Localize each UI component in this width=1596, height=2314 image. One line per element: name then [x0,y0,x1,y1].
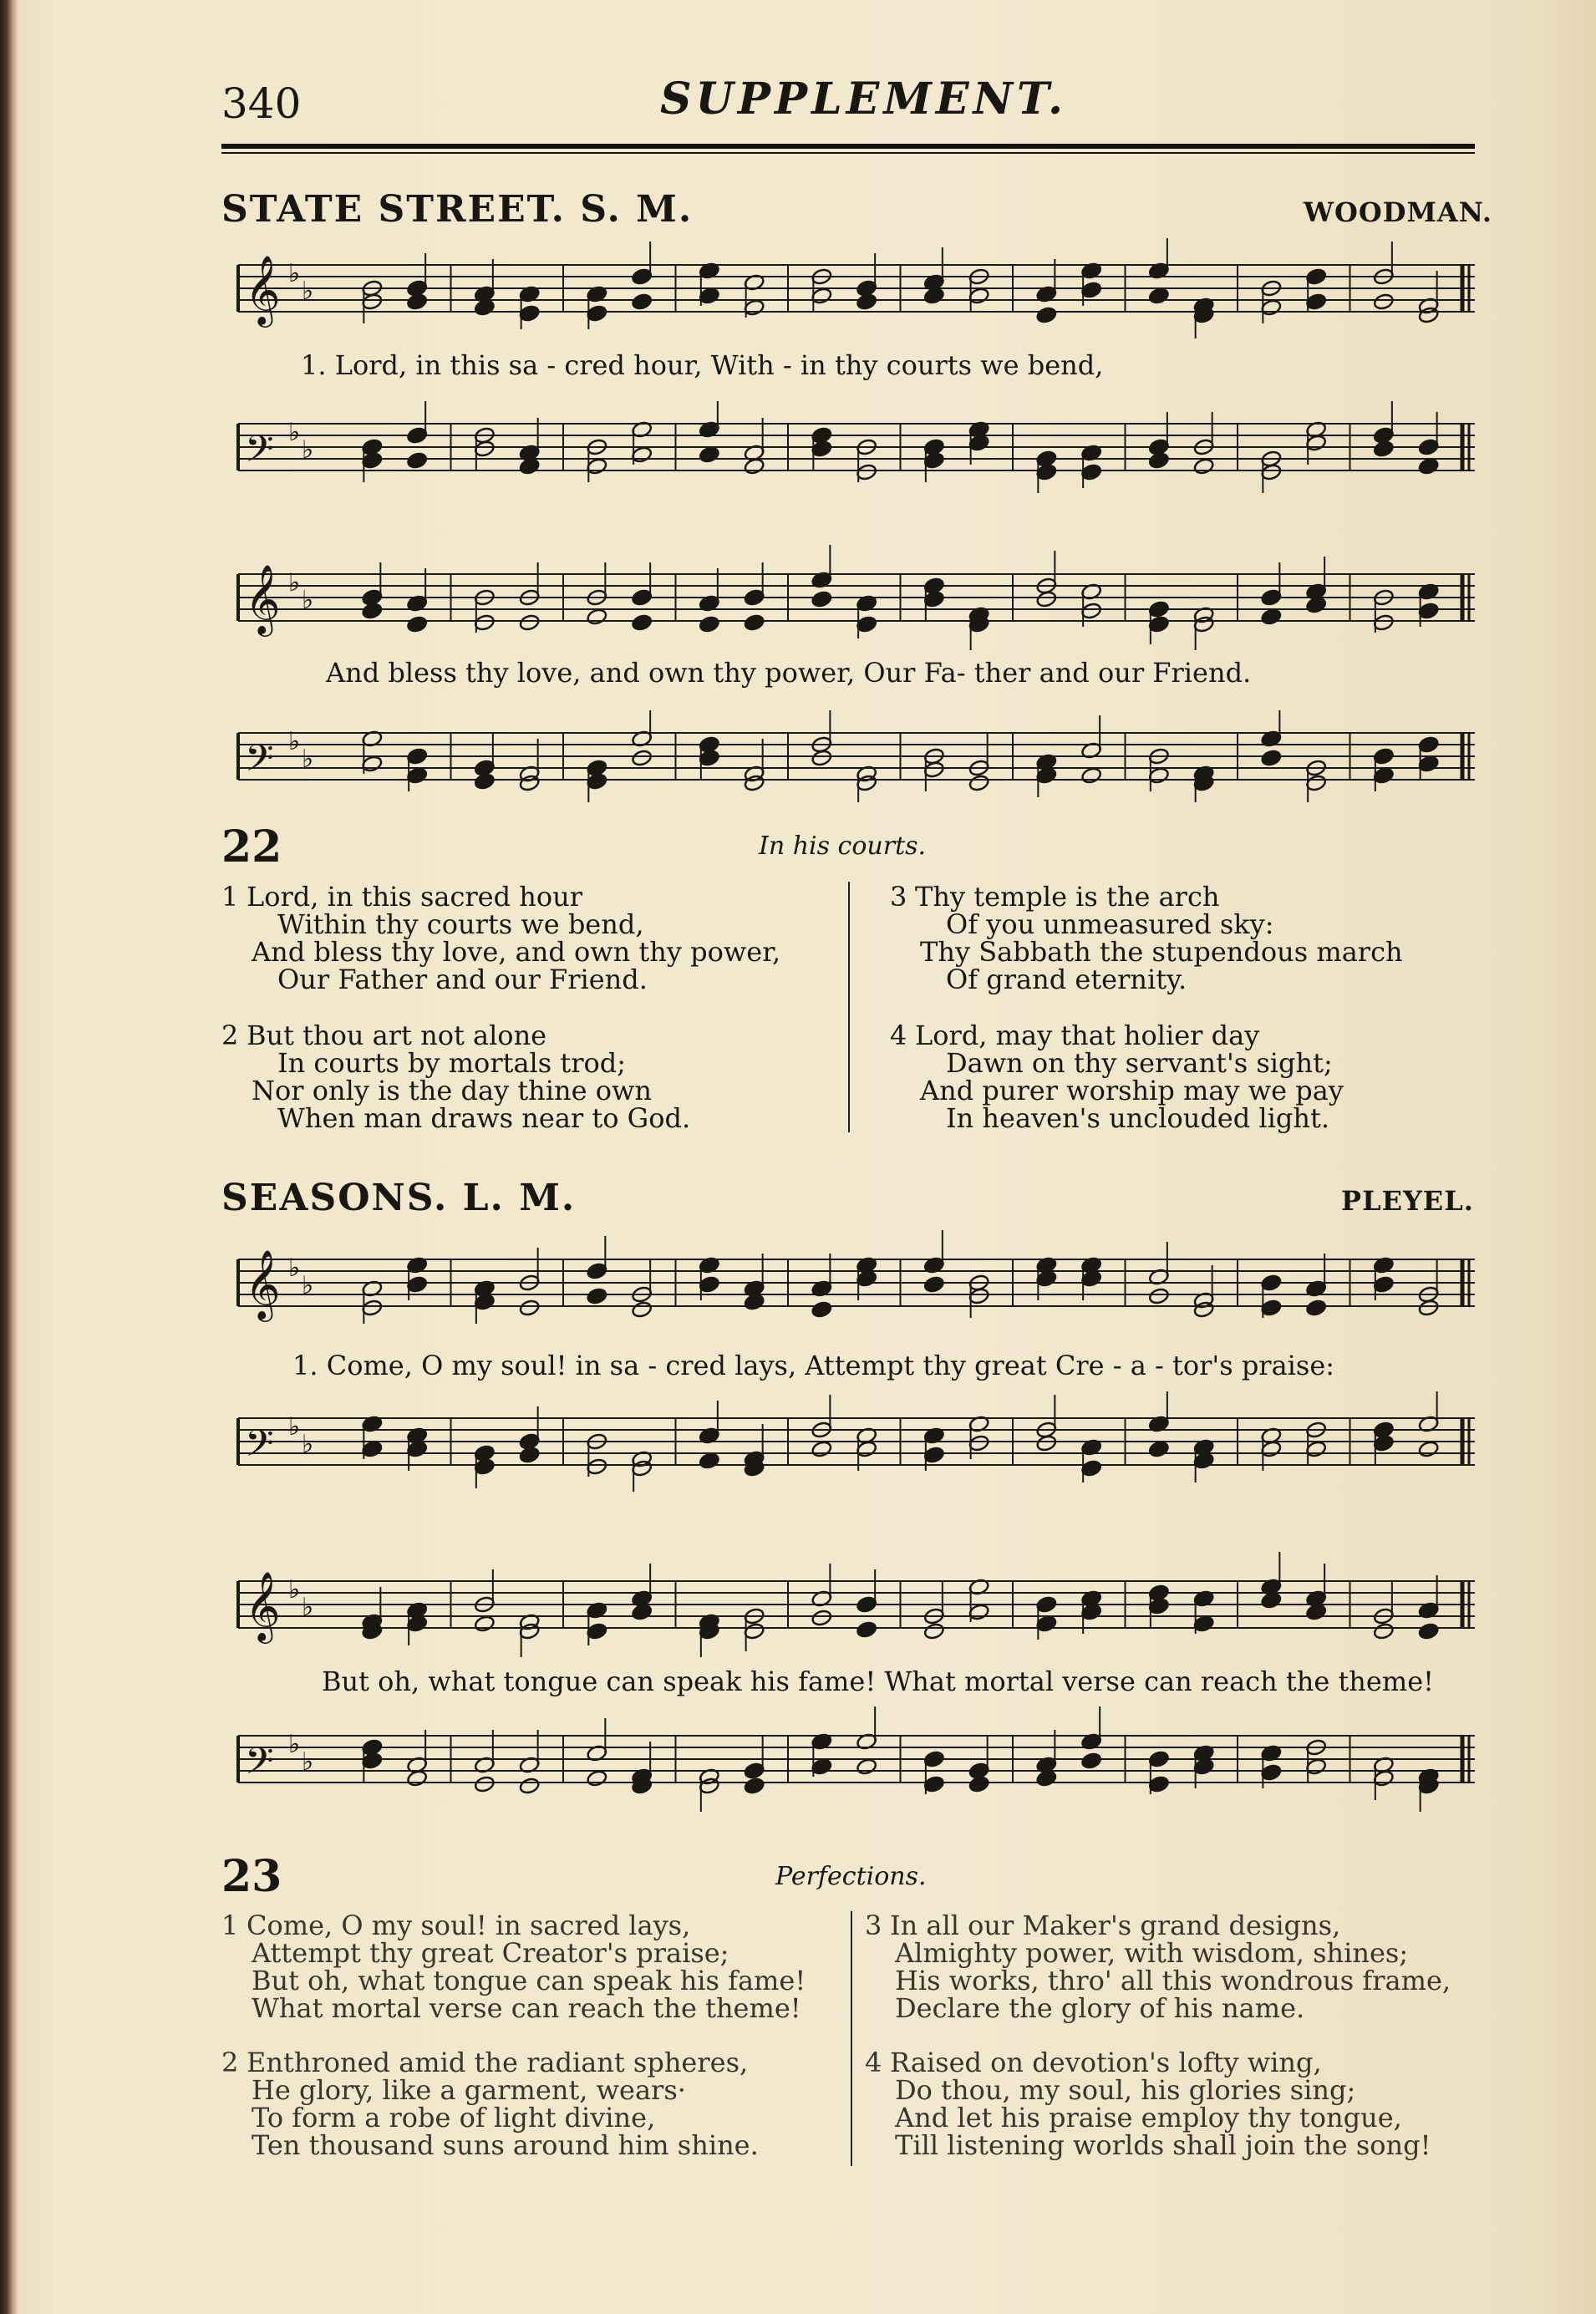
bass-staff-svg [221,401,1479,493]
page-number: 340 [221,79,302,128]
music-staff-bass [221,401,1479,493]
verse-number: 1 [221,881,239,913]
flat-icon: ♭ [302,1271,314,1300]
note-head [811,1609,832,1627]
note-head [1418,457,1440,476]
verse-line: Declare the glory of his name. [895,1992,1305,2024]
note-head [631,749,653,767]
note-head [474,298,496,317]
note-head [586,1769,607,1788]
hymn-subtitle: In his courts. [759,832,927,861]
note-head [968,774,990,792]
verse-number: 2 [221,2047,239,2078]
note-head [699,445,720,464]
header-rule [221,144,1475,149]
flat-icon: ♭ [302,586,314,615]
verse-line: Thy Sabbath the stupendous march [920,936,1403,968]
bass-clef-icon: 𝄢 [245,1739,274,1792]
treble-clef-icon: 𝄞 [245,1249,281,1319]
music-staff-bass [221,710,1479,802]
lyrics-line: 1. Come, O my soul! in sa - cred lays, Attempt thy great Cre - a - tor's praise: [292,1350,1335,1381]
verse-line: Lord, in this sacred hour [247,881,583,913]
note-head [631,613,653,632]
note-head [811,749,832,767]
verse-line: What mortal verse can reach the theme! [252,1992,801,2024]
music-staff-bass [221,1391,1479,1492]
verse-number: 3 [865,1910,882,1941]
note-head [1080,766,1102,785]
note-head [519,1777,541,1795]
verse-line: But thou art not alone [247,1020,547,1051]
music-staff-treble [221,1228,1479,1337]
note-head [968,1775,990,1793]
music-staff-treble [221,238,1479,338]
note-head [1305,1603,1327,1621]
note-head [1260,749,1282,767]
flat-icon: ♭ [302,1747,314,1777]
note-head [923,1275,945,1294]
note-head [1148,451,1170,470]
verse-number: 4 [865,2047,882,2078]
note-head [856,292,877,311]
note-head [1373,292,1395,311]
note-head [1148,1287,1170,1305]
verse-line: Almighty power, with wisdom, shines; [895,1937,1409,1969]
verse-line: And bless thy love, and own thy power, [252,936,781,968]
tune-composer: PLEYEL. [1341,1185,1474,1217]
verse-line: Our Father and our Friend. [277,964,648,995]
column-divider [848,882,850,1132]
tune-title: SEASONS. L. M. [221,1177,577,1219]
verse [221,1912,806,2022]
bass-staff-svg [221,1705,1479,1813]
note-head [811,1300,832,1319]
verse [890,1022,1344,1132]
treble-staff-svg [221,238,1479,338]
verse [221,2049,759,2159]
verse-number: 4 [890,1020,907,1051]
bass-staff-svg [221,710,1479,802]
verse [865,1912,1451,2022]
verse-line: He glory, like a garment, wears· [252,2074,686,2106]
tune-composer: WOODMAN. [1304,196,1493,228]
note-head [856,1757,877,1776]
note-head [811,590,832,608]
note-head [1035,1434,1057,1452]
verse-line: Of grand eternity. [946,964,1187,995]
verse-line: Enthroned amid the radiant spheres, [247,2047,749,2078]
verse-line: Ten thousand suns around him shine. [252,2129,759,2161]
hymn-number: 23 [221,1851,282,1902]
column-divider [851,1911,852,2166]
note-head [923,287,945,305]
music-staff-treble [221,543,1479,652]
note-head [474,1615,496,1633]
verse-line: Raised on devotion's lofty wing, [890,2047,1322,2078]
verse-line: To form a robe of light divine, [252,2102,656,2133]
flat-icon: ♭ [288,1412,301,1442]
flat-icon: ♭ [302,1430,314,1459]
lyrics-line: But oh, what tongue can speak his fame! What mortal verse can reach the theme! [322,1666,1434,1697]
verse-line: Of you unmeasured sky: [946,908,1274,940]
note-head [474,772,496,791]
note-head [811,1440,832,1458]
note-head [1260,608,1282,626]
verse [865,2049,1431,2159]
flat-icon: ♭ [288,1575,301,1605]
verse-line: Within thy courts we bend, [277,908,644,940]
verse-number: 2 [221,1020,239,1051]
note-head [406,292,428,311]
note-head [1035,590,1057,608]
book-spine-edge [0,0,18,2314]
hymn-subtitle: Perfections. [775,1862,927,1891]
music-staff-bass [221,1705,1479,1813]
verse-line: But oh, what tongue can speak his fame! [252,1965,806,1996]
note-head [923,1622,945,1640]
note-head [1418,1622,1440,1640]
flat-icon: ♭ [302,277,314,306]
note-head [1305,596,1327,614]
verse-line: Thy temple is the arch [915,881,1220,913]
note-head [1373,1622,1395,1640]
note-head [519,1446,541,1464]
running-title: SUPPLEMENT. [660,74,1068,125]
note-head [699,1452,720,1470]
note-head [1148,1440,1170,1458]
note-head [406,451,428,470]
note-head [519,1299,541,1317]
note-head [744,1293,765,1311]
flat-icon: ♭ [288,727,301,756]
note-head [1148,287,1170,305]
music-staff-treble [221,1546,1479,1663]
lyrics-line: And bless thy love, and own thy power, Our Fa- ther and our Friend. [326,657,1252,689]
bass-clef-icon: 𝄢 [245,736,274,789]
note-head [1418,1299,1440,1317]
flat-icon: ♭ [302,435,314,465]
note-head [631,1300,653,1319]
flat-icon: ♭ [302,745,314,774]
treble-clef-icon: 𝄞 [245,1570,281,1640]
note-head [586,1287,607,1305]
verse-line: Till listening worlds shall join the song! [895,2129,1431,2161]
note-head [1080,1752,1102,1770]
bass-clef-icon: 𝄢 [245,427,274,480]
flat-icon: ♭ [288,418,301,447]
note-head [1035,306,1057,324]
tune-title: STATE STREET. S. M. [221,188,694,231]
flat-icon: ♭ [302,1593,314,1622]
note-head [1260,1591,1282,1610]
verse-line: His works, thro' all this wondrous frame, [895,1965,1451,1996]
bass-staff-svg [221,1391,1479,1492]
note-head [631,1603,653,1621]
verse-line: Nor only is the day thine own [252,1075,652,1106]
note-head [406,615,428,633]
flat-icon: ♭ [288,1254,301,1283]
verse-line: Do thou, my soul, his glories sing; [895,2074,1356,2106]
note-head [361,602,383,620]
note-head [519,457,541,476]
lyrics-line: 1. Lord, in this sa - cred hour, With - in thy courts we bend, [301,349,1104,381]
note-head [474,1775,496,1793]
verse-line: Attempt thy great Creator's praise; [252,1937,729,1969]
bass-clef-icon: 𝄢 [245,1421,274,1474]
note-head [1305,1299,1327,1317]
verse-line: When man draws near to God. [277,1102,691,1134]
note-head [586,608,607,626]
flat-icon: ♭ [288,259,301,288]
treble-clef-icon: 𝄞 [245,254,281,324]
note-head [744,457,765,476]
verse-line: Lord, may that holier day [915,1020,1260,1051]
note-head [406,1769,428,1788]
flat-icon: ♭ [288,568,301,598]
verse-line: In courts by mortals trod; [277,1047,627,1079]
treble-staff-svg [221,1228,1479,1337]
verse-line: In heaven's unclouded light. [946,1102,1329,1134]
verse-line: And purer worship may we pay [920,1075,1344,1106]
treble-staff-svg [221,543,1479,652]
verse-line: Dawn on thy servant's sight; [946,1047,1333,1079]
note-head [856,1620,877,1639]
verse [221,1022,690,1132]
note-head [744,1777,765,1795]
verse [890,883,1403,994]
note-head [1373,440,1395,458]
treble-clef-icon: 𝄞 [245,563,281,633]
verse-line: Come, O my soul! in sacred lays, [247,1910,691,1941]
note-head [699,615,720,633]
staff-lines [238,1418,1475,1465]
verse-number: 1 [221,1910,239,1941]
hymn-number: 22 [221,821,282,872]
treble-staff-svg [221,1546,1479,1663]
note-head [631,292,653,311]
flat-icon: ♭ [288,1730,301,1759]
note-head [1418,1440,1440,1458]
verse-line: In all our Maker's grand designs, [890,1910,1341,1941]
verse-number: 3 [890,881,907,913]
note-head [744,613,765,632]
verse-line: And let his praise employ thy tongue, [895,2102,1402,2133]
verse [221,883,780,994]
note-head [1193,457,1215,476]
note-head [519,613,541,632]
note-head [1035,1769,1057,1788]
